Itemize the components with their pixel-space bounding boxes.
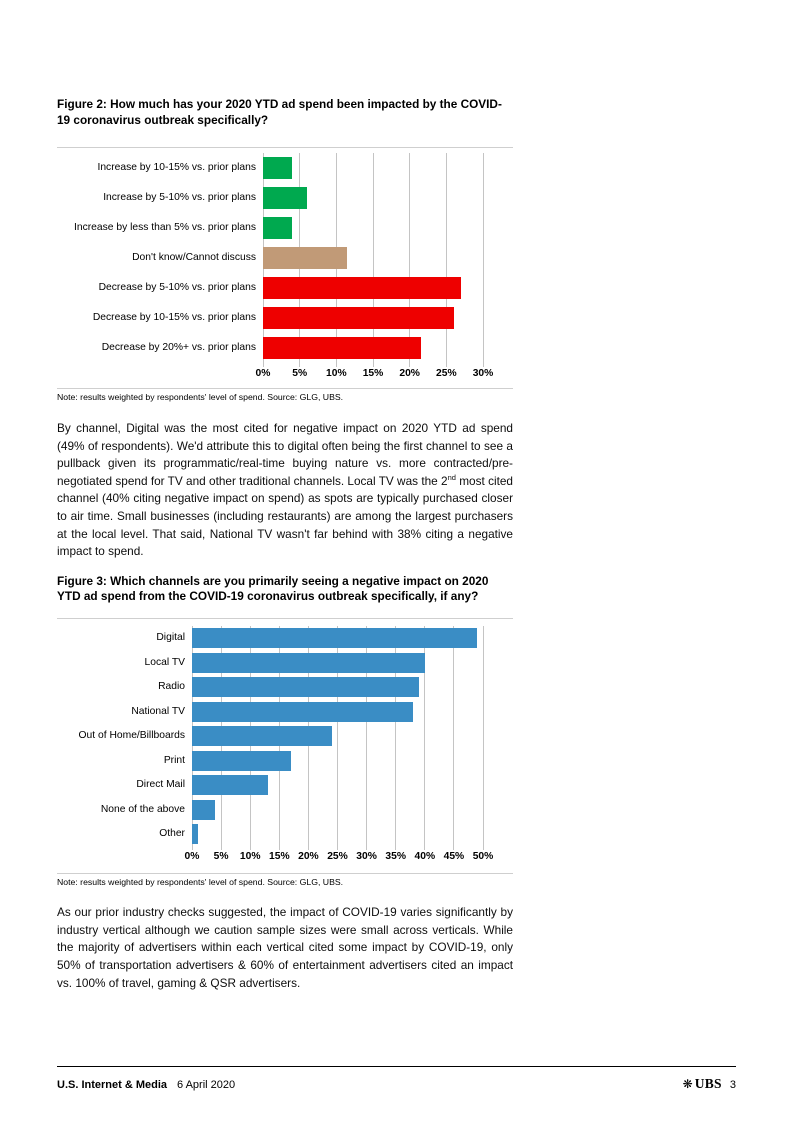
chart-row xyxy=(57,650,513,675)
axis-tick-label: 40% xyxy=(414,851,436,863)
axis-tick-label: 10% xyxy=(239,851,261,863)
axis-tick-label: 15% xyxy=(268,851,290,863)
figure-3-title: Figure 3: Which channels are you primarily seeing a negative impact on 2020 YTD ad spend from the COVID-19 coronavirus outbreak specifically, if any? xyxy=(57,573,489,604)
bar-track xyxy=(263,273,483,303)
category-label: Increase by 10-15% vs. prior plans xyxy=(97,162,256,173)
chart-row xyxy=(57,183,513,213)
bar xyxy=(192,677,419,697)
main-column xyxy=(57,0,513,992)
axis-tick-label: 25% xyxy=(327,851,348,863)
axis-tick-label: 45% xyxy=(443,851,465,863)
chart-plot-area xyxy=(57,626,513,866)
category-label: Direct Mail xyxy=(136,779,185,790)
bar-track xyxy=(263,333,483,363)
bar xyxy=(192,775,268,795)
report-date: 6 April 2020 xyxy=(177,1079,236,1091)
category-label: Radio xyxy=(158,681,185,692)
bar xyxy=(263,247,347,269)
axis-tick-label: 20% xyxy=(399,368,420,379)
bar xyxy=(263,337,421,359)
body-paragraph-2: As our prior industry checks suggested, the impact of COVID-19 varies significantly by industry vertical although we caution sample sizes were small across verticals. While the majority of advertisers within each vertical cited some impact by COVID-19, only 50% of transportation advertisers & 60% of entertainment advertisers cited an impact vs. 100% of travel, gaming & QSR advertisers. xyxy=(57,905,513,990)
figure-2-note: Note: results weighted by respondents' level of spend. Source: GLG, UBS. xyxy=(57,392,344,402)
bar xyxy=(192,726,332,746)
axis-tick-label: 35% xyxy=(385,851,406,863)
chart-row xyxy=(57,822,513,847)
bar-track xyxy=(192,650,483,675)
axis-tick-label: 50% xyxy=(472,851,494,863)
bar-track xyxy=(192,675,483,700)
chart-row xyxy=(57,724,513,749)
bar-track xyxy=(263,213,483,243)
ubs-keys-logo-icon: ❋ xyxy=(682,1077,693,1091)
report-series-title: U.S. Internet & Media xyxy=(57,1079,168,1091)
bar xyxy=(192,800,215,820)
bar xyxy=(192,702,413,722)
category-label: Increase by less than 5% vs. prior plans xyxy=(73,222,256,233)
category-label: Print xyxy=(163,754,185,766)
chart-rows xyxy=(57,153,513,363)
bar-track xyxy=(192,822,483,847)
bar xyxy=(263,157,292,179)
bar xyxy=(192,751,291,771)
category-label: Local TV xyxy=(144,656,185,668)
page-number: 3 xyxy=(729,1079,736,1091)
x-axis xyxy=(255,363,513,382)
axis-tick-label: 30% xyxy=(356,851,377,863)
x-axis xyxy=(184,846,513,865)
bar-track xyxy=(263,153,483,183)
figure-2-title: Figure 2: How much has your 2020 YTD ad spend been impacted by the COVID-19 coronavirus outbreak specifically? xyxy=(57,97,502,127)
bar-track xyxy=(263,303,483,333)
chart-row xyxy=(57,748,513,773)
category-label: Decrease by 5-10% vs. prior plans xyxy=(98,282,256,293)
bar xyxy=(192,824,198,844)
chart-row xyxy=(57,243,513,273)
category-label: Decrease by 20%+ vs. prior plans xyxy=(101,342,256,353)
figure-3-note: Note: results weighted by respondents' level of spend. Source: GLG, UBS. xyxy=(57,877,344,888)
axis-tick-label: 0% xyxy=(255,368,271,379)
paragraph-1-part-2: most cited channel (40% citing negative impact on spend) as spots are typically purchased closer to air time. Small businesses (including restaurants) are among the largest purchasers at the local level. That said, National TV wasn't far behind with 38% citing a negative impact to spend. xyxy=(57,473,513,559)
chart-row xyxy=(57,273,513,303)
axis-tick-label: 25% xyxy=(436,368,457,379)
bar-track xyxy=(192,626,483,651)
chart-row xyxy=(57,675,513,700)
axis-tick-label: 10% xyxy=(326,368,347,379)
figure-3-chart xyxy=(57,618,513,875)
bar xyxy=(192,653,425,673)
paragraph-1-part-1: By channel, Digital was the most cited for negative impact on 2020 YTD ad spend (49% of respondents). We'd attribute this to digital often being the first channel to see a pullback given its programmatic/real-time buying nature vs. more contracted/pre-negotiated spend for TV and other traditional channels. Local TV was the 2 xyxy=(57,421,513,488)
ordinal-superscript: nd xyxy=(447,472,456,482)
bar xyxy=(192,628,477,648)
bar xyxy=(263,187,307,209)
figure-2-chart xyxy=(57,147,513,389)
category-label: Decrease by 10-15% vs. prior plans xyxy=(92,312,256,323)
chart-row xyxy=(57,333,513,363)
category-label: None of the above xyxy=(100,803,185,815)
bar-track xyxy=(263,183,483,213)
footer-left xyxy=(57,1079,235,1091)
bar xyxy=(263,307,454,329)
ubs-wordmark: UBS xyxy=(694,1076,722,1091)
axis-tick-label: 15% xyxy=(362,368,384,379)
bar-track xyxy=(263,243,483,273)
chart-row xyxy=(57,153,513,183)
bar-track xyxy=(192,699,483,724)
body-paragraph-1 xyxy=(57,420,513,561)
bar xyxy=(263,217,292,239)
bar xyxy=(263,277,461,299)
footer-right xyxy=(683,1076,736,1092)
axis-tick-label: 0% xyxy=(184,851,200,863)
chart-plot-area xyxy=(57,153,513,382)
category-label: Increase by 5-10% vs. prior plans xyxy=(103,192,256,203)
chart-rows xyxy=(57,626,513,847)
category-label: Don't know/Cannot discuss xyxy=(132,252,256,263)
bar-track xyxy=(192,797,483,822)
category-label: National TV xyxy=(131,705,185,717)
bar-track xyxy=(192,748,483,773)
chart-row xyxy=(57,213,513,243)
category-label: Digital xyxy=(156,632,185,643)
bar-track xyxy=(192,724,483,749)
page-footer xyxy=(57,1066,736,1092)
category-label: Other xyxy=(159,828,185,839)
axis-tick-label: 5% xyxy=(213,851,229,863)
chart-row xyxy=(57,303,513,333)
axis-tick-label: 30% xyxy=(472,368,494,379)
axis-tick-label: 20% xyxy=(298,851,319,863)
bar-track xyxy=(192,773,483,798)
chart-row xyxy=(57,626,513,651)
category-label: Out of Home/Billboards xyxy=(78,730,185,741)
chart-row xyxy=(57,699,513,724)
chart-row xyxy=(57,797,513,822)
axis-tick-label: 5% xyxy=(292,368,308,379)
chart-row xyxy=(57,773,513,798)
